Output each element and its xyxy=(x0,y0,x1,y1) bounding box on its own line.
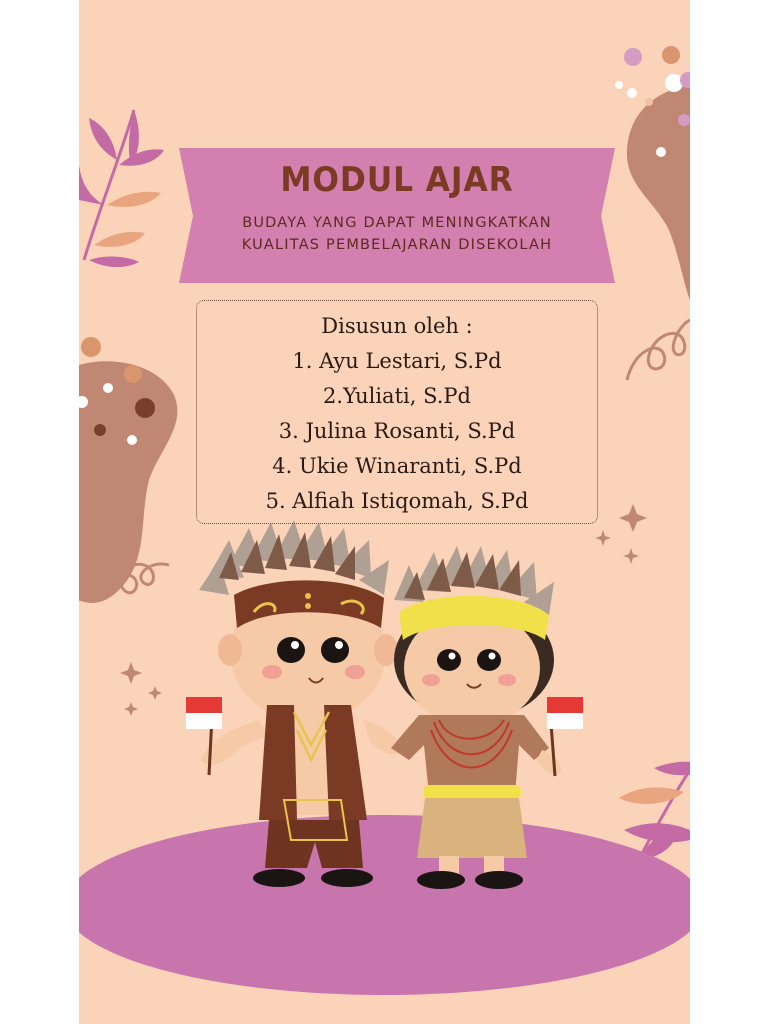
authors-heading: Disusun oleh : xyxy=(321,314,473,338)
title-banner xyxy=(179,148,615,283)
author-name: 1. Ayu Lestari, S.Pd xyxy=(292,349,502,373)
author-name: 3. Julina Rosanti, S.Pd xyxy=(278,419,516,443)
page-title: MODUL AJAR xyxy=(280,160,514,200)
cover-page xyxy=(79,0,690,1024)
subtitle-line: KUALITAS PEMBELAJARAN DISEKOLAH xyxy=(241,237,553,253)
author-name: 5. Alfiah Istiqomah, S.Pd xyxy=(265,489,529,513)
author-name: 4. Ukie Winaranti, S.Pd xyxy=(272,454,522,478)
subtitle xyxy=(179,212,615,256)
author-name: 2.Yuliati, S.Pd xyxy=(323,384,471,408)
ground-platform xyxy=(79,815,690,995)
authors-box xyxy=(196,300,598,524)
subtitle-line: BUDAYA YANG DAPAT MENINGKATKAN xyxy=(242,215,552,231)
